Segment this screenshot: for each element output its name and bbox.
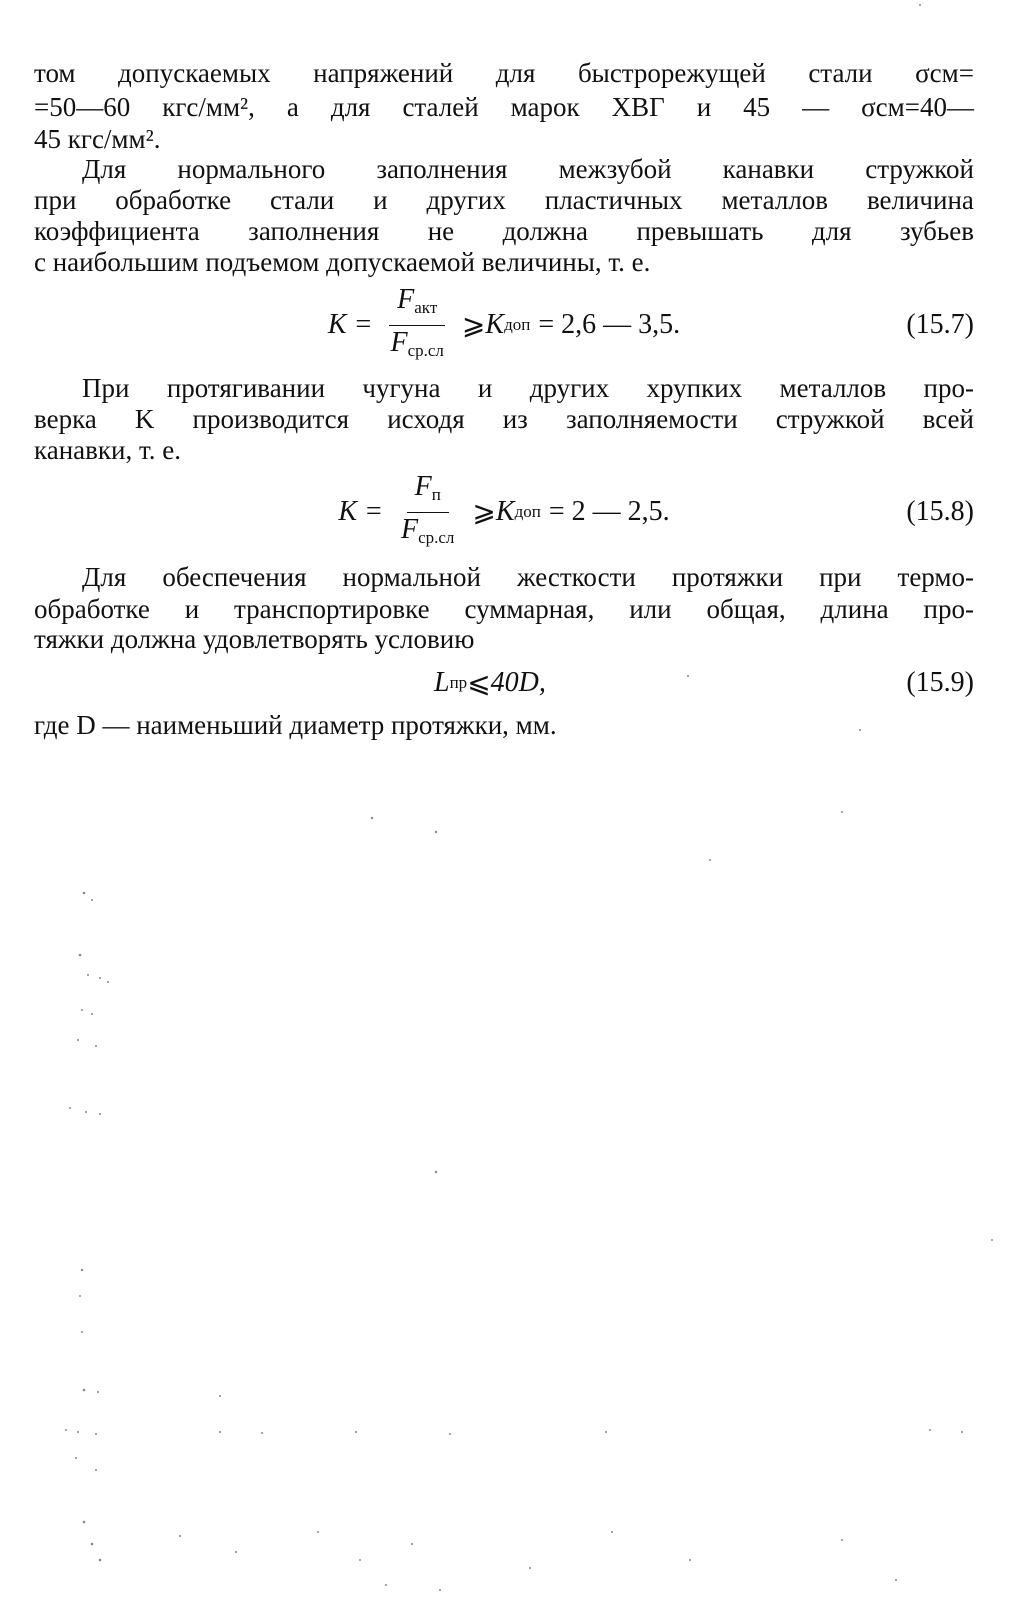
formula-15-8-number: (15.8) [906,496,974,527]
paragraph1-line-1: том допускаемых напряжений для быстрорежущей стали σсм= [34,58,974,88]
paragraph4-line-3: тяжки должна удовлетворять условию [34,624,475,654]
formula-15-7-lhs: K = [327,309,373,340]
formula-15-7-rhs: = 2,6 — 3,5. [538,309,681,340]
formula-15-7-den-sub: ср.сл [407,340,444,360]
paragraph2-line-3: коэффициента заполнения не должна превышать для зубьев [34,216,974,246]
formula-15-7-number: (15.7) [906,309,974,340]
paragraph4-line-2: обработке и транспортировке суммарная, или общая, длина про- [34,594,974,624]
formula-15-9-l: L [434,667,450,698]
paragraph3-line-2: верка K производится исходя из заполняемости стружкой всей [34,404,974,434]
formula-15-8-rhs: = 2 — 2,5. [548,496,670,527]
formula-15-8-den: F [400,513,419,545]
formula-15-7-den: F [390,326,408,358]
formula-15-8-k: K [495,496,515,527]
formula-15-7-rel: ⩾ [461,310,486,341]
formula-15-8-k-sub: доп [514,502,541,521]
formula-15-8-num: F [414,470,432,502]
paragraph2-line-4: с наибольшим подъемом допускаемой величины, т. е. [34,247,651,277]
paragraph3-line-3: канавки, т. е. [34,435,181,465]
paragraph4-line-1: Для обеспечения нормальной жесткости протяжки при термо- [82,562,974,592]
formula-15-7-k: K [485,309,505,340]
formula-15-7-num-sub: акт [414,297,438,317]
formula-15-8-den-sub: ср.сл [418,527,455,547]
formula-15-9-rhs: 40D, [490,667,546,698]
where-line: где D — наименьший диаметр протяжки, мм. [34,710,557,740]
formula-15-8-rel: ⩾ [472,497,496,528]
formula-15-9-rel: ⩽ [467,668,491,699]
formula-15-8-lhs: K = [338,496,383,527]
formula-15-7-num: F [397,283,415,315]
formula-15-9-number: (15.9) [906,667,974,698]
formula-15-8-num-sub: п [431,484,441,504]
formula-15-7-k-sub: доп [504,315,531,334]
formula-15-9-l-sub: пр [449,673,468,692]
paragraph2-line-2: при обработке стали и других пластичных металлов величина [34,185,974,215]
paragraph3-line-1: При протягивании чугуна и других хрупких металлов про- [82,373,974,403]
paragraph1-line-2: =50—60 кгс/мм², а для сталей марок ХВГ и 45 — σсм=40— [34,92,974,122]
paragraph2-line-1: Для нормального заполнения межзубой канавки стружкой [82,154,974,184]
paragraph1-line-3: 45 кгс/мм². [34,124,161,154]
